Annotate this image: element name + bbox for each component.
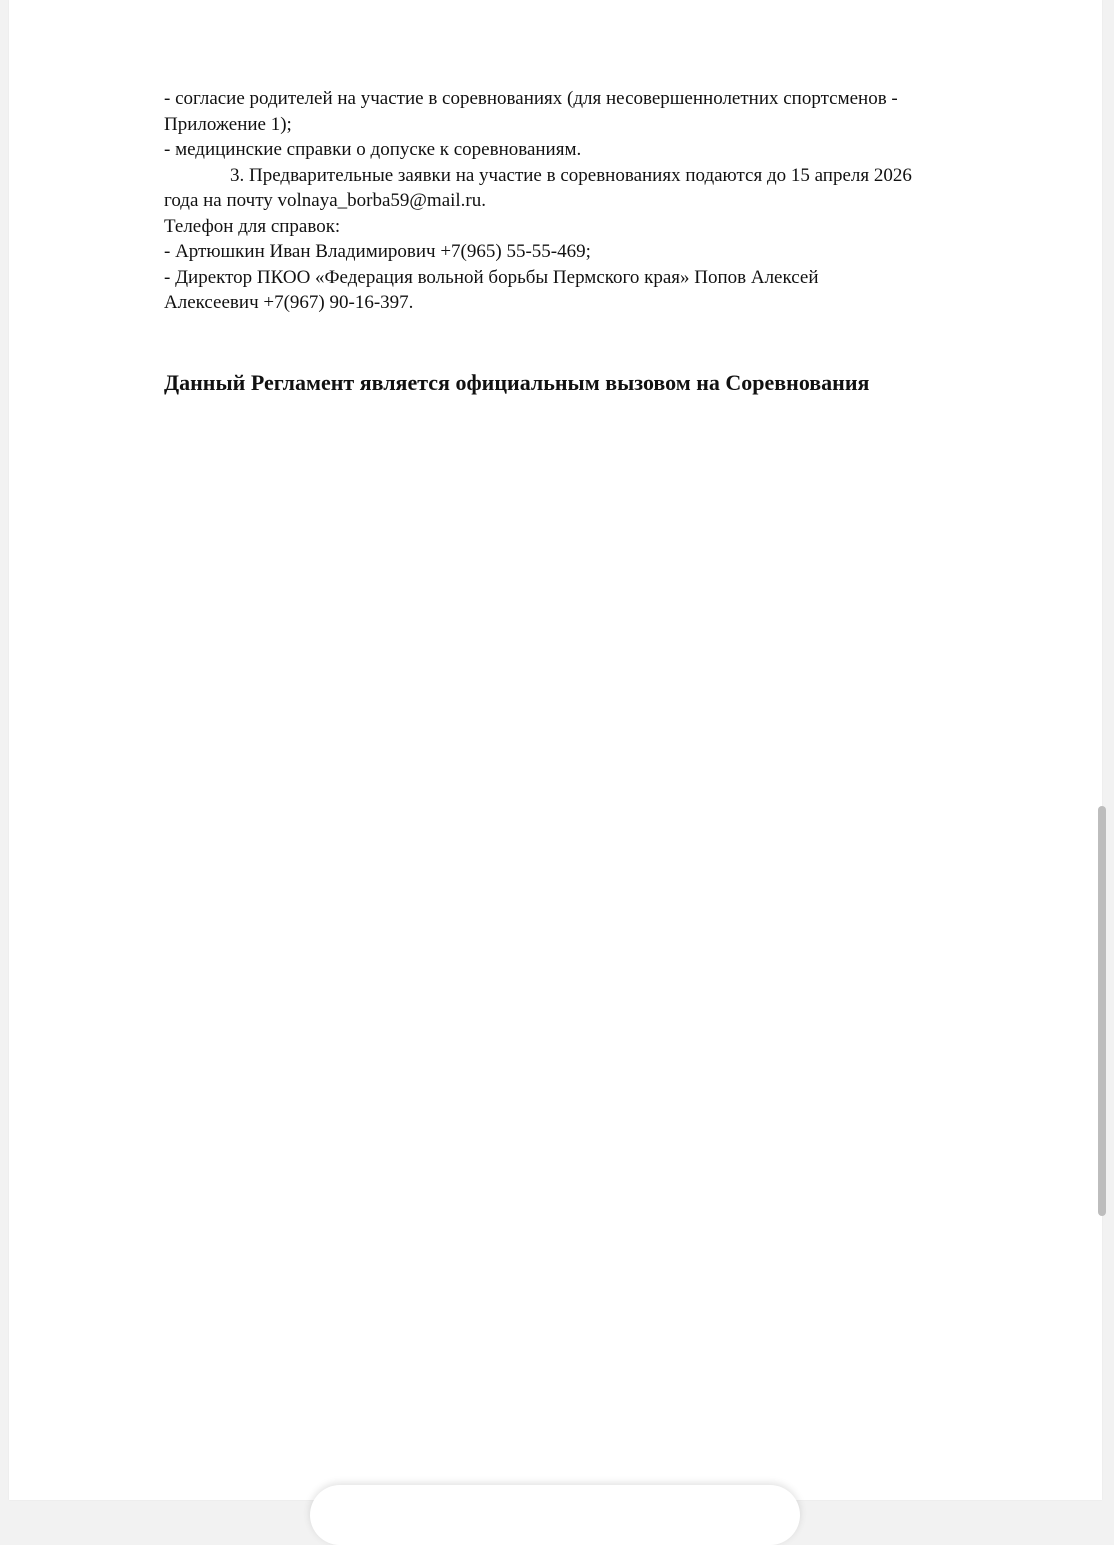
doc-line-contact-2-cont: Алексеевич +7(967) 90-16-397.: [164, 292, 414, 313]
document-content: [164, 86, 1026, 316]
scrollbar-thumb[interactable]: [1098, 806, 1106, 1216]
doc-line-contact-2: - Директор ПКОО «Федерация вольной борьбы Пермского края» Попов Алексей: [164, 266, 819, 288]
doc-line-phone-heading: Телефон для справок:: [164, 215, 341, 237]
doc-line-appendix: Приложение 1);: [164, 113, 292, 135]
doc-line-consent: - согласие родителей на участие в соревнованиях (для несовершеннолетних спортсменов -: [164, 88, 898, 109]
doc-line-contact-1: - Артюшкин Иван Владимирович +7(965) 55-55-469;: [164, 241, 591, 262]
doc-line-email: года на почту volnaya_borba59@mail.ru.: [164, 190, 487, 211]
doc-line-medical: - медицинские справки о допуске к соревнованиям.: [164, 139, 582, 160]
doc-line-applications: 3. Предварительные заявки на участие в соревнованиях подаются до 15 апреля 2026: [230, 164, 912, 186]
official-call-heading: Данный Регламент является официальным вызовом на Соревнования: [164, 370, 870, 395]
bottom-home-bar: [310, 1485, 800, 1545]
